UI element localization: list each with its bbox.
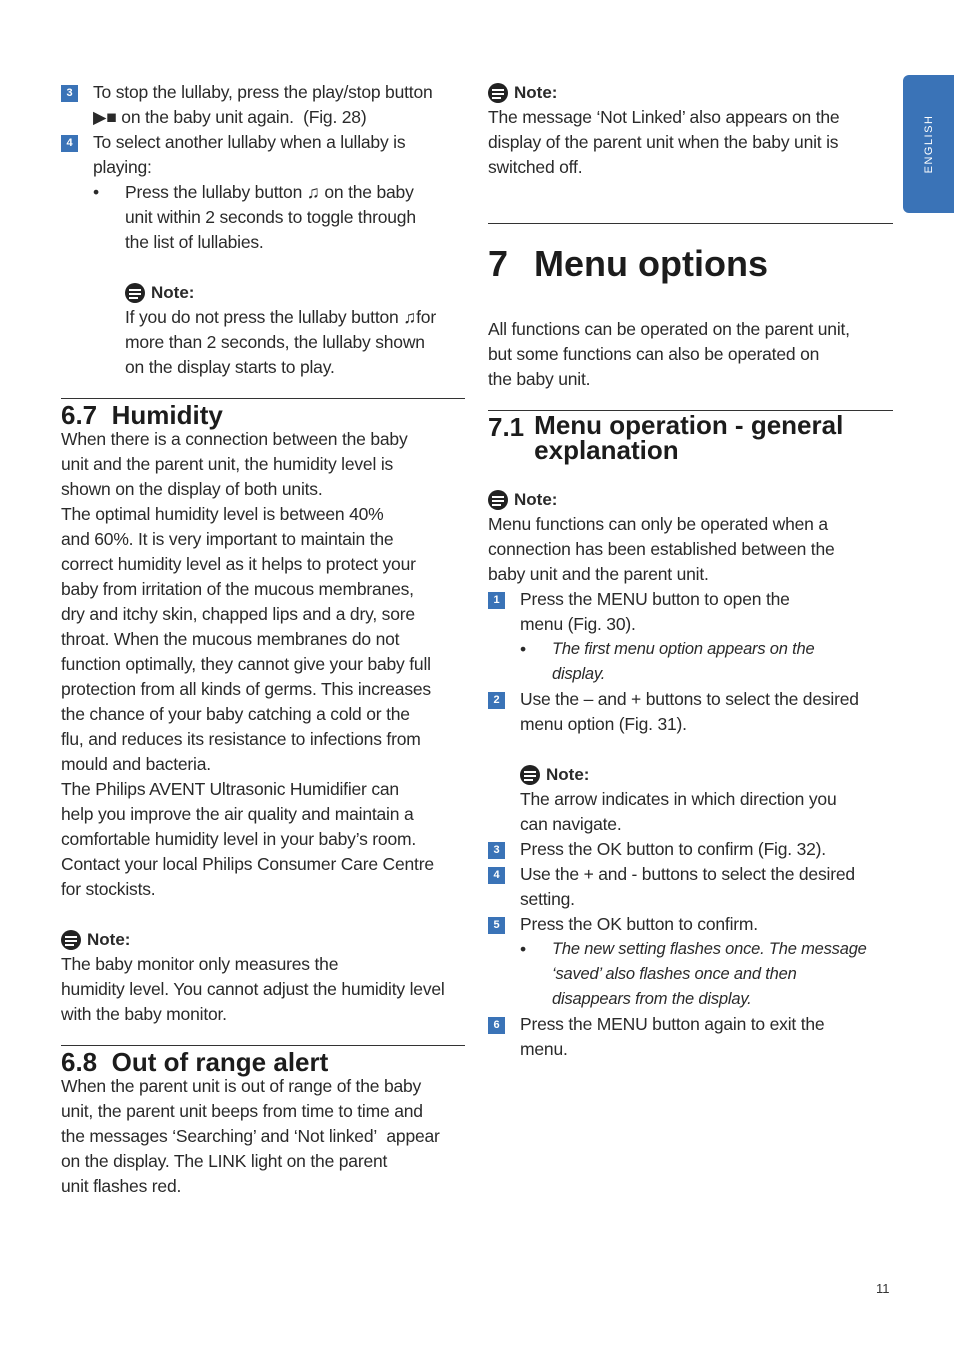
out-of-range-body: When the parent unit is out of range of the baby unit, the parent unit beeps from time to time and the messages ‘Searching’ and ‘Not linked’ appear on the display. The LINK light on the parent unit flashes red.: [61, 1076, 440, 1196]
bullet-text: Press the lullaby button ♫ on the baby unit within 2 seconds to toggle through the list of lullabies.: [125, 182, 416, 252]
step-number: 2: [488, 692, 505, 709]
step-3: [61, 80, 465, 130]
chapter-rule: [488, 223, 893, 224]
step-text: To select another lullaby when a lullaby is playing:: [93, 132, 406, 177]
note-heading: Note:: [61, 927, 465, 952]
note-text: If you do not press the lullaby button ♫for more than 2 seconds, the lullaby shown on the display starts to play.: [125, 307, 436, 377]
step-text: Press the OK button to confirm (Fig. 32).: [520, 839, 826, 859]
step-4: [61, 130, 465, 180]
section-heading-out-of-range: 6.8 Out of range alert: [61, 1045, 465, 1076]
step-5-bullet: [488, 937, 893, 1012]
step-1-bullet: [488, 637, 893, 687]
section-number: 7.1: [488, 412, 525, 442]
step-text: Use the – and + buttons to select the desired menu option (Fig. 31).: [520, 689, 859, 734]
bullet-text: The first menu option appears on the display.: [552, 640, 815, 683]
bullet-item: [93, 180, 465, 255]
humidity-body: When there is a connection between the baby unit and the parent unit, the humidity level is shown on the display of both units. The optimal humidity level is between 40% and 60%. It is very important to maintain the correct humidity level as it helps to protect your baby from irritation of the mucous membranes, dry and itchy skin, chapped lips and a dry, sore throat. When the mucous membranes do not function optimally, they cannot give your baby full protection from all kinds of germs. This increases the chance of your baby catching a cold or the flu, and reduces its resistance to infections from mould and bacteria. The Philips AVENT Ultrasonic Humidifier can help you improve the air quality and maintain a comfortable humidity level in your baby’s room. Contact your local Philips Consumer Care Centre for stockists.: [61, 429, 434, 899]
note-icon: [520, 765, 540, 785]
step-number: 5: [488, 917, 505, 934]
step-text: Press the OK button to confirm.: [520, 914, 758, 934]
step-4-bullet-block: [61, 180, 465, 380]
section-heading-humidity: 6.7 Humidity: [61, 398, 465, 429]
chapter-title: Menu options: [534, 243, 768, 284]
note-heading: Note:: [488, 487, 893, 512]
note-text: Menu functions can only be operated when a connection has been established between the baby unit and the parent unit.: [488, 514, 835, 584]
step-number: 3: [61, 85, 78, 102]
step-4: [488, 862, 893, 912]
step-text: Press the MENU button to open the menu (Fig. 30).: [520, 589, 790, 634]
bullet-dot: •: [520, 639, 526, 659]
note-humidity: [61, 927, 465, 1027]
step-number: 4: [488, 867, 505, 884]
note-text: The baby monitor only measures the humidity level. You cannot adjust the humidity level with the baby monitor.: [61, 954, 445, 1024]
step-6: [488, 1012, 893, 1062]
bullet-dot: •: [93, 182, 99, 202]
note-arrow: [488, 762, 893, 837]
note-heading: Note:: [125, 280, 465, 305]
step-5: [488, 912, 893, 937]
bullet-text: The new setting flashes once. The message ‘saved’ also flashes once and then disappears from the display.: [552, 940, 867, 1008]
note-not-linked: [488, 80, 893, 180]
page-number: 11: [876, 1281, 890, 1296]
note-lullaby: [61, 280, 465, 380]
bullet-dot: •: [520, 939, 526, 959]
note-menu-functions: [488, 487, 893, 587]
note-heading: Note:: [488, 80, 893, 105]
step-text: Use the + and - buttons to select the desired setting.: [520, 864, 855, 909]
right-column: [488, 80, 893, 1062]
note-text: The arrow indicates in which direction you can navigate.: [520, 789, 837, 834]
section-title: Menu operation - general explanation: [534, 410, 844, 465]
step-3: [488, 837, 893, 862]
note-icon: [61, 930, 81, 950]
step-1: [488, 587, 893, 637]
language-tab: [903, 75, 954, 213]
note-text: The message ‘Not Linked’ also appears on the display of the parent unit when the baby unit is switched off.: [488, 107, 840, 177]
note-heading: Note:: [520, 762, 893, 787]
language-tab-label: ENGLISH: [922, 114, 935, 174]
step-text: To stop the lullaby, press the play/stop button ▶■ on the baby unit again. (Fig. 28): [93, 82, 433, 127]
chapter-number: 7: [488, 243, 509, 284]
section-heading-menu-operation: [488, 410, 893, 463]
chapter-intro: All functions can be operated on the parent unit, but some functions can also be operated on the baby unit.: [488, 319, 850, 389]
step-number: 3: [488, 842, 505, 859]
note-icon: [488, 83, 508, 103]
left-column: [61, 80, 465, 1199]
step-number: 4: [61, 135, 78, 152]
step-number: 1: [488, 592, 505, 609]
step-text: Press the MENU button again to exit the menu.: [520, 1014, 825, 1059]
step-number: 6: [488, 1017, 505, 1034]
note-icon: [125, 283, 145, 303]
step-2: [488, 687, 893, 737]
note-icon: [488, 490, 508, 510]
chapter-heading: [488, 244, 893, 284]
